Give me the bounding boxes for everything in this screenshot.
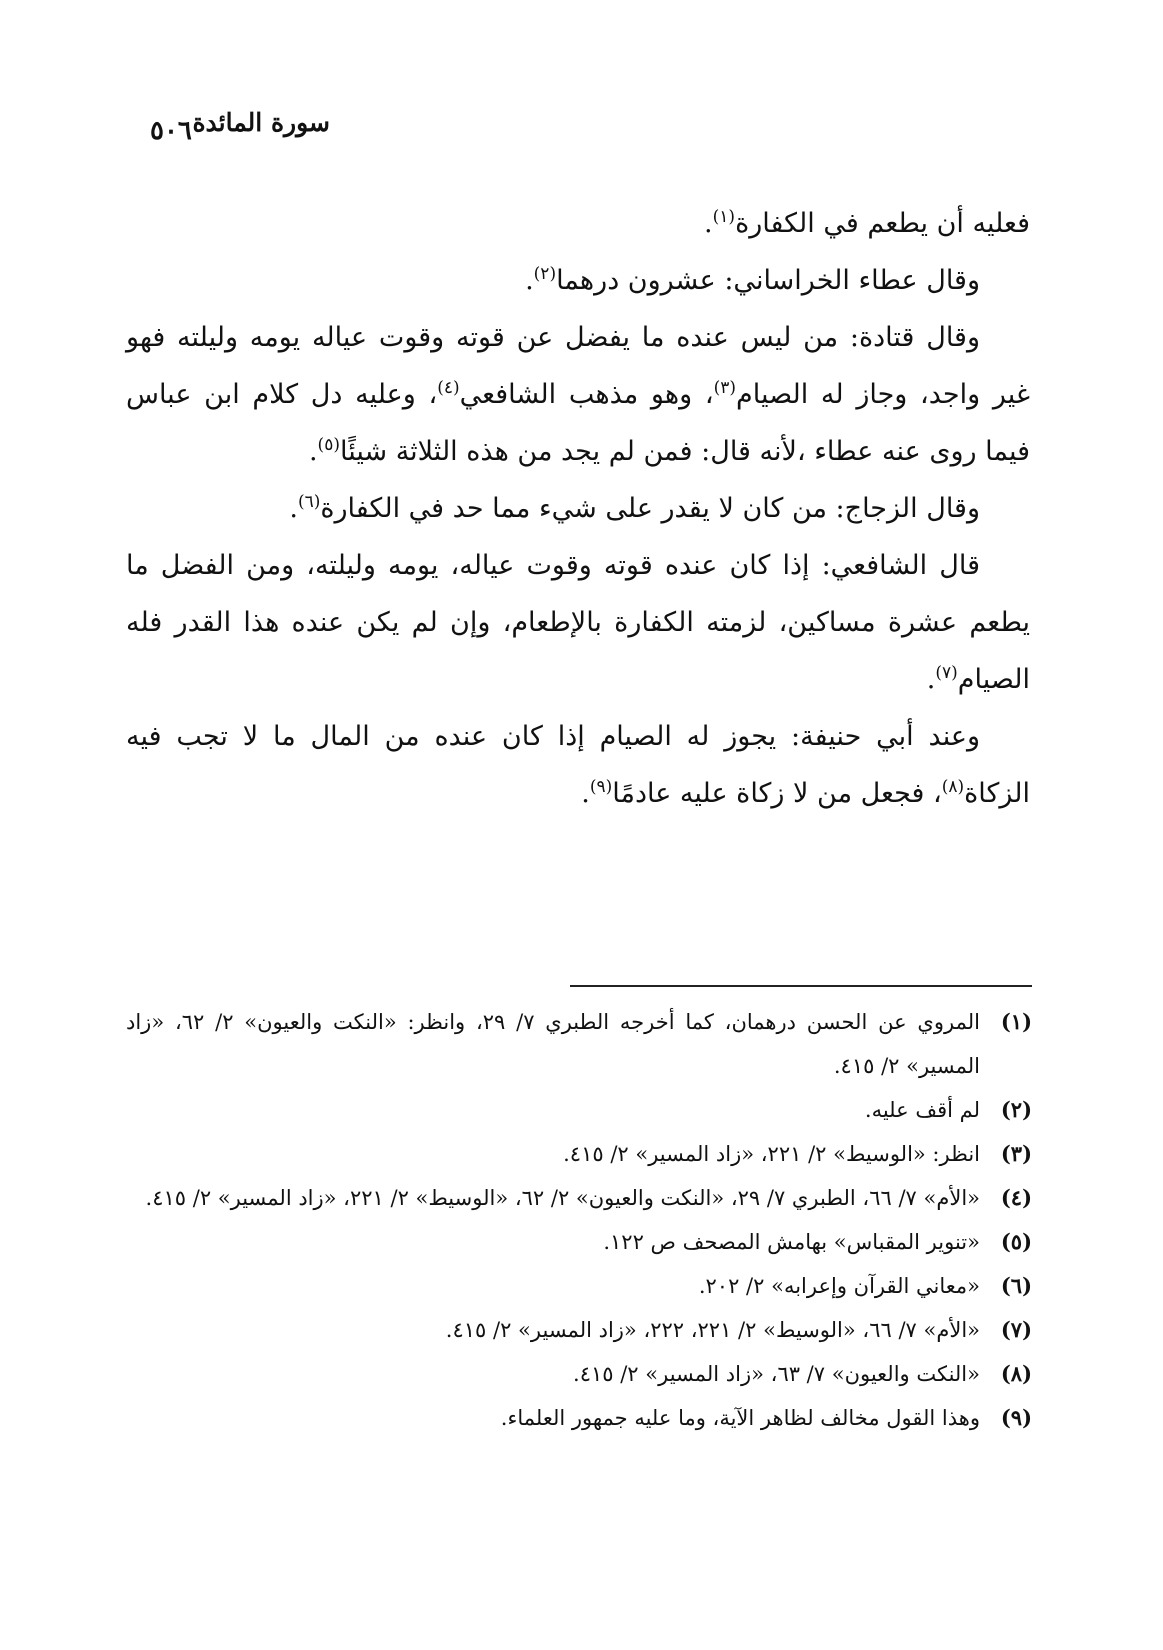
footnote-ref-5: (٥) — [317, 435, 340, 455]
footnote-item — [126, 1396, 1032, 1440]
footnote-number: (٩) — [1000, 1405, 1032, 1430]
footnote-item — [126, 1000, 1032, 1088]
footnote-text: «معاني القرآن وإعرابه» ٢/ ٢٠٢. — [698, 1274, 980, 1298]
footnote-ref-2: (٢) — [533, 264, 557, 284]
page-number: ٥٠٦ — [150, 116, 192, 146]
footnote-text: «الأم» ٧/ ٦٦، «الوسيط» ٢/ ٢٢١، ٢٢٢، «زاد المسير» ٢/ ٤١٥. — [445, 1318, 980, 1342]
footnote-item — [126, 1176, 1032, 1220]
footnote-ref-4: (٤) — [437, 378, 460, 398]
footnote-number: (٣) — [1000, 1141, 1032, 1166]
main-text — [126, 195, 1030, 822]
footnote-item — [126, 1220, 1032, 1264]
footnote-ref-9: (٩) — [589, 777, 613, 797]
footnote-ref-3: (٣) — [713, 378, 736, 398]
paragraph-6: وعند أبي حنيفة: يجوز له الصيام إذا كان عنده من المال ما لا تجب فيه الزكاة$^{(٨)}$، فجعل من لا زكاة عليه عادمًا$^{(٩)}$. — [126, 721, 1030, 809]
footnote-item — [126, 1352, 1032, 1396]
footnote-number: (١) — [1000, 1009, 1032, 1034]
footnote-ref-8: (٨) — [941, 777, 965, 797]
paragraph-4: وقال الزجاج: من كان لا يقدر على شيء مما حد في الكفارة$^{(٦)}$. — [289, 492, 980, 524]
footnote-text: لم أقف عليه. — [864, 1098, 980, 1122]
footnote-ref-1: (١) — [712, 207, 736, 227]
footnotes — [126, 1000, 1032, 1440]
paragraph-3: وقال قتادة: من ليس عنده ما يفضل عن قوته وقوت عياله يومه وليلته فهو غير واجد، وجاز له الصيام$^{(٣)}$، وهو مذهب الشافعي$^{(٤)}$، وعليه دل كلام ابن عباس فيما روى عنه عطاء ،لأنه قال: فمن لم يجد من هذه الثلاثة شيئًا$^{(٥)}$. — [126, 322, 1030, 467]
footnote-number: (٦) — [1000, 1273, 1032, 1298]
footnote-item — [126, 1088, 1032, 1132]
footnote-text: «تنوير المقباس» بهامش المصحف ص ١٢٢. — [603, 1230, 980, 1254]
footnote-text: المروي عن الحسن درهمان، كما أخرجه الطبري ٧/ ٢٩، وانظر: «النكت والعيون» ٢/ ٦٢، «زاد المسير» ٢/ ٤١٥. — [126, 1010, 980, 1078]
page-header — [150, 108, 1030, 154]
footnote-ref-7: (٧) — [935, 663, 958, 683]
footnote-item — [126, 1264, 1032, 1308]
footnote-separator — [570, 985, 1032, 987]
footnote-number: (٨) — [1000, 1361, 1032, 1386]
paragraph-1: فعليه أن يطعم في الكفارة$^{(١)}$. — [704, 207, 1030, 239]
running-title: سورة المائدة — [192, 108, 330, 137]
paragraph-5: قال الشافعي: إذا كان عنده قوته وقوت عياله، يومه وليلته، ومن الفضل ما يطعم عشرة مساكين، لزمته الكفارة بالإطعام، وإن لم يكن عنده هذا القدر فله الصيام$^{(٧)}$. — [126, 550, 1030, 695]
footnote-number: (٥) — [1000, 1229, 1032, 1254]
footnote-text: وهذا القول مخالف لظاهر الآية، وما عليه جمهور العلماء. — [500, 1406, 980, 1430]
paragraph-2: وقال عطاء الخراساني: عشرون درهما$^{(٢)}$. — [525, 264, 980, 296]
footnote-number: (٢) — [1000, 1097, 1032, 1122]
footnote-ref-6: (٦) — [297, 492, 321, 512]
footnote-text: «الأم» ٧/ ٦٦، الطبري ٧/ ٢٩، «النكت والعيون» ٢/ ٦٢، «الوسيط» ٢/ ٢٢١، «زاد المسير» ٢/ ٤١٥. — [145, 1186, 980, 1210]
footnote-number: (٧) — [1000, 1317, 1032, 1342]
footnote-number: (٤) — [1000, 1185, 1032, 1210]
footnote-text: انظر: «الوسيط» ٢/ ٢٢١، «زاد المسير» ٢/ ٤١٥. — [563, 1142, 980, 1166]
footnote-item — [126, 1132, 1032, 1176]
footnote-text: «النكت والعيون» ٧/ ٦٣، «زاد المسير» ٢/ ٤١٥. — [573, 1362, 980, 1386]
footnote-item — [126, 1308, 1032, 1352]
